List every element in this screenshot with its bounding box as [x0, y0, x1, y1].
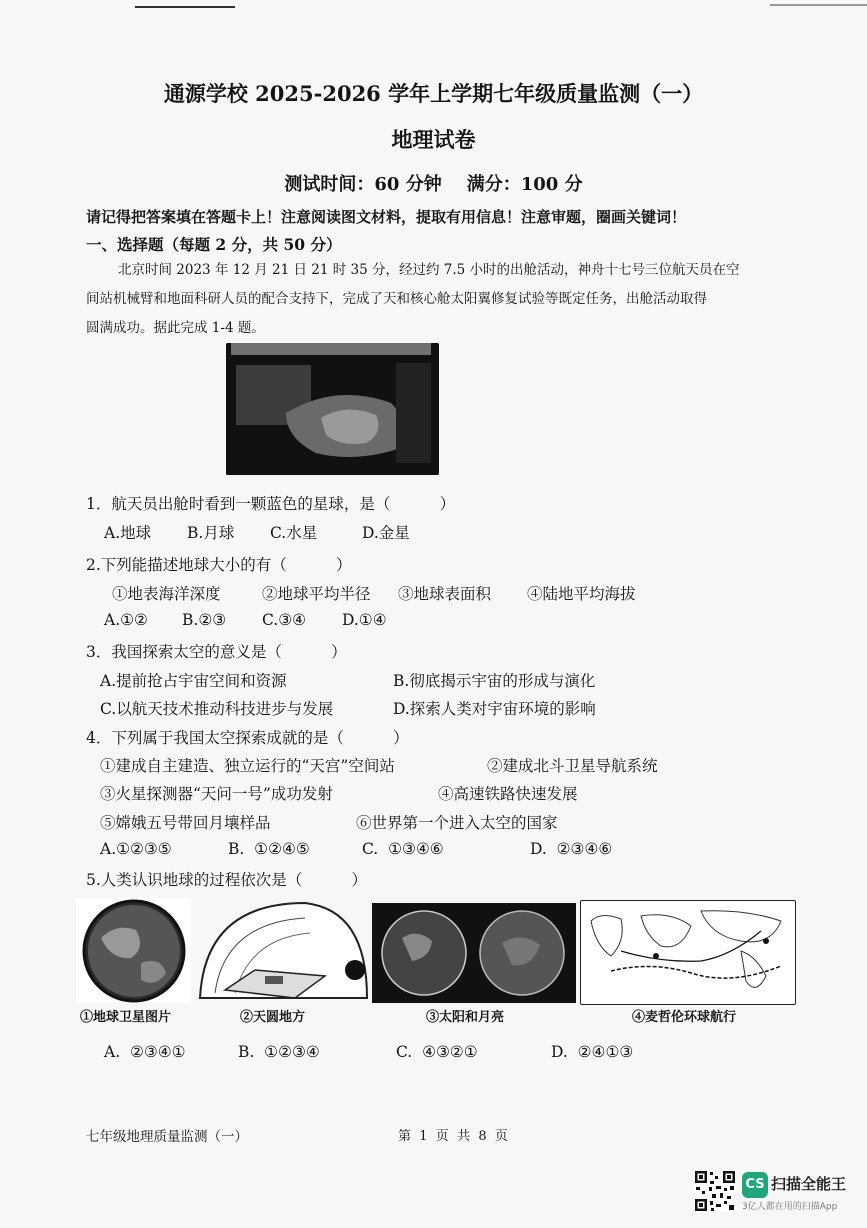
- scanner-logo: [742, 1172, 768, 1198]
- q5-caption-2: ②天圆地方: [240, 1010, 306, 1025]
- q3-option-c[interactable]: C.以航天技术推动科技进步与发展: [100, 700, 334, 718]
- q2-item-3: ③地球表面积: [398, 585, 492, 603]
- q1-option-b[interactable]: B.月球: [187, 524, 235, 542]
- sun-and-moon-image: [372, 903, 576, 1003]
- q4-item-3: ③火星探测器“天问一号”成功发射: [100, 785, 333, 803]
- q2-stem: 2.下列能描述地球大小的有（ ）: [86, 556, 352, 574]
- q5-option-b[interactable]: B. ①②③④: [238, 1043, 320, 1061]
- q4-item-1: ①建成自主建造、独立运行的“天宫”空间站: [100, 757, 395, 775]
- magellan-voyage-map: [580, 900, 796, 1005]
- q4-option-c[interactable]: C. ①③④⑥: [362, 840, 444, 858]
- top-scan-mark: [135, 6, 235, 8]
- q5-caption-1: ①地球卫星图片: [80, 1010, 172, 1025]
- q4-item-6: ⑥世界第一个进入太空的国家: [356, 814, 558, 832]
- round-sky-square-earth-image: [195, 898, 370, 1003]
- top-scan-mark-right: [770, 4, 867, 6]
- q5-option-d[interactable]: D. ②④①③: [551, 1043, 634, 1061]
- q1-option-c[interactable]: C.水星: [270, 524, 318, 542]
- spacewalk-photo: [226, 343, 439, 475]
- q5-option-c[interactable]: C. ④③②①: [396, 1043, 478, 1061]
- qr-code: [694, 1170, 736, 1212]
- q5-caption-3: ③太阳和月亮: [426, 1010, 505, 1025]
- satellite-earth-image: [76, 898, 191, 1003]
- scanner-tagline: 3亿人都在用的扫描App: [742, 1202, 838, 1212]
- q5-stem: 5.人类认识地球的过程依次是（ ）: [86, 871, 368, 889]
- q2-option-c[interactable]: C.③④: [262, 611, 307, 629]
- q3-option-b[interactable]: B.彻底揭示宇宙的形成与演化: [393, 672, 596, 690]
- q2-item-2: ②地球平均半径: [262, 585, 371, 603]
- q2-option-a[interactable]: A.①②: [104, 611, 148, 629]
- q3-stem: 3．我国探索太空的意义是（ ）: [86, 643, 347, 661]
- q3-option-d[interactable]: D.探索人类对宇宙环境的影响: [393, 700, 596, 718]
- scanner-name: 扫描全能王: [771, 1175, 847, 1193]
- q4-stem: 4．下列属于我国太空探索成就的是（ ）: [86, 729, 409, 747]
- page-number: 第 1 页 共 8 页: [398, 1129, 508, 1144]
- passage-line-2: 间站机械臂和地面科研人员的配合支持下，完成了天和核心舱太阳翼修复试验等既定任务，出舱活动取得: [86, 291, 707, 307]
- q5-caption-4: ④麦哲伦环球航行: [632, 1010, 737, 1025]
- passage-line-1: 北京时间 2023 年 12 月 21 日 21 时 35 分，经过约 7.5 小时的出舱活动，神舟十七号三位航天员在空: [118, 262, 740, 278]
- q2-option-b[interactable]: B.②③: [182, 611, 227, 629]
- q4-item-2: ②建成北斗卫星导航系统: [487, 757, 658, 775]
- section-heading: 一、选择题（每题 2 分，共 50 分）: [86, 235, 342, 254]
- q5-option-a[interactable]: A. ②③④①: [104, 1043, 186, 1061]
- q2-item-4: ④陆地平均海拔: [527, 585, 636, 603]
- footer-left: 七年级地理质量监测（一）: [86, 1129, 248, 1145]
- q4-item-5: ⑤嫦娥五号带回月壤样品: [100, 814, 271, 832]
- q1-option-a[interactable]: A.地球: [104, 524, 152, 542]
- exam-subtitle: 地理试卷: [391, 127, 476, 152]
- q1-option-d[interactable]: D.金星: [362, 524, 410, 542]
- exam-title: 通源学校 2025-2026 学年上学期七年级质量监测（一）: [163, 81, 704, 106]
- q4-item-4: ④高速铁路快速发展: [438, 785, 578, 803]
- passage-line-3: 圆满成功。据此完成 1-4 题。: [86, 320, 265, 336]
- q4-option-b[interactable]: B. ①②④⑤: [228, 840, 310, 858]
- q4-option-a[interactable]: A.①②③⑤: [100, 840, 172, 858]
- scanner-badge: CS: [745, 1177, 765, 1192]
- q3-option-a[interactable]: A.提前抢占宇宙空间和资源: [100, 672, 287, 690]
- test-info: 测试时间：60 分钟 满分：100 分: [284, 174, 583, 195]
- q2-item-1: ①地表海洋深度: [112, 585, 221, 603]
- notice: 请记得把答案填在答题卡上！注意阅读图文材料，提取有用信息！注意审题，圈画关键词！: [86, 208, 687, 226]
- q1-stem: 1．航天员出舱时看到一颗蓝色的星球，是（ ）: [86, 495, 456, 513]
- q2-option-d[interactable]: D.①④: [342, 611, 387, 629]
- q4-option-d[interactable]: D. ②③④⑥: [530, 840, 613, 858]
